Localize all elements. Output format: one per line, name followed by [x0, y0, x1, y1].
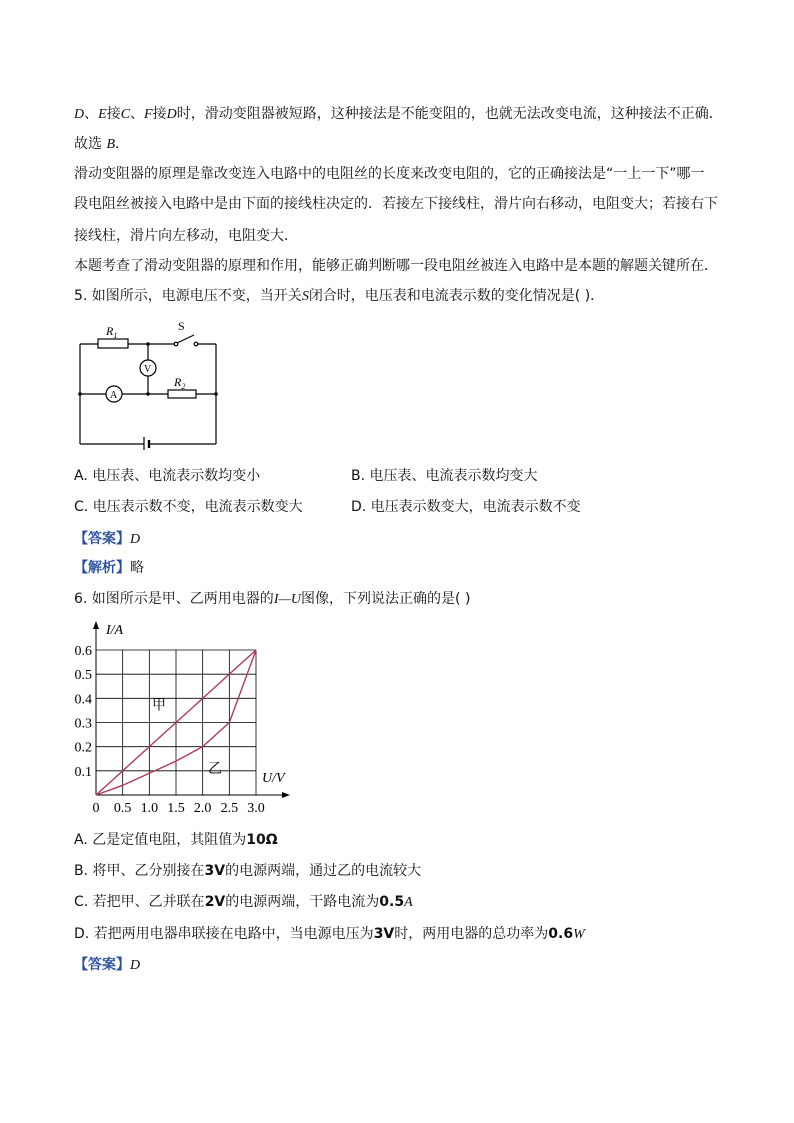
- option-value: 10Ω: [246, 832, 278, 848]
- switch-label: S: [178, 319, 185, 333]
- x-tick-label: 1.0: [140, 801, 159, 816]
- y-tick-label: 0.4: [74, 692, 92, 708]
- y-tick-label: 0.2: [74, 740, 92, 756]
- x-axis-arrow: [282, 792, 290, 798]
- series-label-yi: 乙: [208, 761, 222, 777]
- q5-option-a: A. 电压表、电流表示数均变小: [74, 468, 261, 484]
- answer-value: D: [130, 958, 141, 973]
- option-text: C. 若把甲、乙并联在: [74, 894, 205, 910]
- option-value: 3V: [373, 926, 395, 942]
- text-content: 故选: [74, 136, 107, 152]
- text-line-1: [74, 104, 723, 125]
- text-line-4: 段电阻丝被接入电路中是由下面的接线柱决定的．若接左下接线柱，滑片向右移动，电阻变大；若接右下: [74, 196, 718, 212]
- junction-dot: [214, 392, 218, 396]
- x-tick-label: 1.5: [167, 801, 185, 816]
- answer-letter: B: [106, 137, 116, 152]
- ammeter-label: A: [110, 390, 118, 401]
- y-tick-label: 0.3: [74, 716, 92, 732]
- q6-option-c: [74, 892, 413, 913]
- option-text: 时，两用电器的总功率为: [394, 926, 549, 942]
- x-axis-label: U/V: [262, 771, 285, 786]
- y-tick-label: 0.6: [74, 644, 92, 659]
- text-content: ．: [115, 136, 130, 152]
- option-unit: W: [573, 927, 585, 942]
- resistor-r1: [98, 339, 128, 348]
- option-text: 的电源两端，干路电流为: [225, 894, 380, 910]
- switch-blade: [177, 335, 194, 343]
- sep: 、: [84, 106, 99, 122]
- label-d2: D: [166, 107, 177, 122]
- q5-option-b: B. 电压表、电流表示数均变大: [351, 468, 538, 484]
- x-tick-label: 2.0: [193, 801, 212, 816]
- option-value: 3V: [204, 863, 226, 879]
- option-text: A. 乙是定值电阻，其阻值为: [74, 832, 247, 848]
- q6-stem-text: 6. 如图所示是甲、乙两用电器的: [74, 591, 274, 607]
- text-line-5: 接线柱，滑片向左移动，电阻变大．: [74, 228, 298, 244]
- label-e: E: [98, 107, 107, 122]
- resistor-r2: [168, 390, 196, 398]
- q6-option-d: [74, 924, 585, 945]
- switch-contact: [194, 342, 198, 346]
- text-line-2: [74, 134, 129, 155]
- option-text: B. 将甲、乙分别接在: [74, 863, 205, 879]
- x-tick-label: 2.5: [220, 801, 239, 816]
- label-d: D: [74, 107, 85, 122]
- text-line-3: 滑动变阻器的原理是靠改变连入电路中的电阻丝的长度来改变电阻的，它的正确接法是“一上一下”哪一: [74, 166, 705, 182]
- r1-label: $R_1$: [106, 324, 118, 340]
- option-text: D. 若把两用电器串联接在电路中，当电源电压为: [74, 926, 374, 942]
- switch-symbol: S: [301, 289, 309, 304]
- answer-value: D: [130, 532, 141, 547]
- y-tick-label: 0.1: [74, 764, 92, 780]
- q6-stem: [74, 589, 470, 610]
- x-tick-label: 3.0: [247, 801, 265, 816]
- answer-tag: 【答案】: [74, 531, 130, 547]
- sep: 、: [130, 106, 145, 122]
- iu-symbol: I—U: [273, 592, 302, 607]
- analysis-value: 略: [130, 560, 144, 576]
- voltmeter-label: V: [144, 364, 152, 375]
- y-axis-label: I/A: [106, 623, 124, 638]
- q5-analysis: [74, 558, 144, 578]
- junction-dot: [146, 392, 150, 396]
- x-tick-label: 0.5: [113, 801, 132, 816]
- junction-dot: [146, 342, 150, 346]
- q5-option-d: D. 电压表示数变大，电流表示数不变: [351, 499, 581, 515]
- option-value: 2V: [204, 894, 226, 910]
- iu-chart: [66, 618, 296, 830]
- q5-stem: [74, 286, 604, 307]
- junction-dot: [78, 392, 82, 396]
- q5-answer: [74, 529, 140, 550]
- option-text: 的电源两端，通过乙的电流较大: [225, 863, 422, 879]
- label-f: F: [144, 107, 153, 122]
- text-line-6: 本题考查了滑动变阻器的原理和作用，能够正确判断哪一段电阻丝被连入电路中是本题的解题关键所在．: [74, 258, 718, 274]
- q6-option-b: [74, 861, 421, 881]
- connect-word: 接: [106, 106, 121, 122]
- y-tick-label: 0.5: [74, 668, 92, 684]
- q5-option-c: C. 电压表示数不变，电流表示数变大: [74, 499, 303, 515]
- q5-circuit-diagram: [70, 318, 230, 450]
- q5-stem-text: 闭合时，电压表和电流表示数的变化情况是( )．: [308, 288, 605, 304]
- y-axis-arrow: [93, 621, 99, 629]
- origin-label: 0: [92, 801, 100, 816]
- q6-option-a: [74, 830, 278, 850]
- q6-answer: [74, 955, 140, 976]
- analysis-tag: 【解析】: [74, 560, 130, 576]
- r2-label: $R_2$: [174, 375, 186, 391]
- q6-stem-text: 图像，下列说法正确的是( ): [301, 591, 471, 607]
- q5-stem-text: 5. 如图所示，电源电压不变，当开关: [74, 288, 302, 304]
- answer-tag: 【答案】: [74, 957, 130, 973]
- label-c: C: [120, 107, 131, 122]
- connect-word: 接: [152, 106, 167, 122]
- series-label-jia: 甲: [152, 698, 166, 714]
- option-value: 0.5: [379, 894, 405, 910]
- option-value: 0.6: [548, 926, 574, 942]
- text-content: 时，滑动变阻器被短路，这种接法是不能变阻的，也就无法改变电流，这种接法不正确．: [176, 106, 723, 122]
- option-unit: A: [404, 895, 413, 910]
